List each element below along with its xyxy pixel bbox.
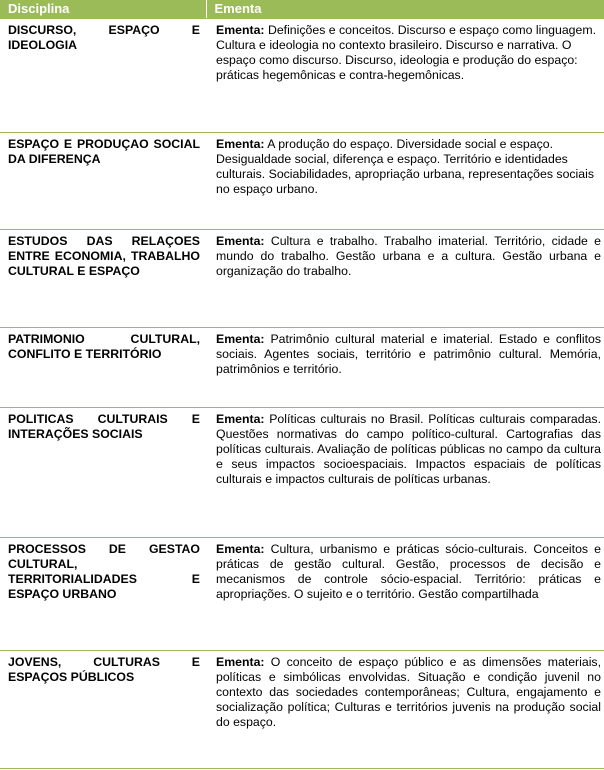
ementa-label: Ementa: [216, 23, 265, 37]
table-row [0, 651, 604, 769]
disciplina-cell: JOVENS, CULTURAS E ESPAÇOS PÚBLICOS [0, 651, 206, 769]
ementa-label: Ementa: [216, 412, 265, 426]
ementa-text: O conceito de espaço público e as dimensões materiais, políticas e simbólicas envolvidas. Situação e condição juvenil no contexto das sociedades contemporâneas; Cultura, engajamento e socialização política; Culturas e territórios juvenis na produção social do espaço. [216, 655, 601, 729]
table-row [0, 133, 604, 230]
disciplina-cell: ESTUDOS DAS RELAÇOES ENTRE ECONOMIA, TRABALHO CULTURAL E ESPAÇO [0, 230, 206, 328]
disciplina-cell: PROCESSOS DE GESTAO CULTURAL, TERRITORIALIDADES E ESPAÇO URBANO [0, 538, 206, 651]
ementa-text: Patrimônio cultural material e imaterial. Estado e conflitos sociais. Agentes sociais, território e patrimônio cultural. Memória, patrimônios e território. [216, 332, 601, 376]
ementa-text: Políticas culturais no Brasil. Políticas culturais comparadas. Questões normativas do campo político-cultural. Cartografias das políticas culturais. Avaliação de políticas públicas no campo da cultura e seus impactos socioespaciais. Impactos espaciais de políticas culturais e impactos culturais de políticas urbanas. [216, 412, 601, 486]
ementa-label: Ementa: [216, 542, 265, 556]
table-row [0, 538, 604, 651]
ementa-label: Ementa: [216, 137, 265, 151]
table-row [0, 230, 604, 328]
header-row [0, 0, 604, 19]
ementa-cell [206, 538, 604, 651]
table-row [0, 328, 604, 408]
ementa-cell [206, 408, 604, 538]
disciplina-cell: POLITICAS CULTURAIS E INTERAÇÕES SOCIAIS [0, 408, 206, 538]
header-ementa: Ementa [206, 0, 604, 19]
ementa-text: A produção do espaço. Diversidade social e espaço. Desigualdade social, diferença e espaço. Território e identidades culturais. Sociabilidades, apropriação urbana, representações sociais no espaço urbano. [216, 137, 595, 196]
ementa-cell [206, 133, 604, 230]
disciplina-cell: ESPAÇO E PRODUÇAO SOCIAL DA DIFERENÇA [0, 133, 206, 230]
ementa-text: Cultura, urbanismo e práticas sócio-culturais. Conceitos e práticas de gestão cultural. Gestão, processos de decisão e mecanismos de controle sócio-espacial. Território: práticas e apropriações. O sujeito e o território. Gestão compartilhada [216, 542, 601, 601]
ementa-cell [206, 230, 604, 328]
ementa-label: Ementa: [216, 234, 265, 248]
ementa-cell [206, 19, 604, 133]
table-row [0, 408, 604, 538]
ementa-cell [206, 651, 604, 769]
header-disciplina: Disciplina [0, 0, 206, 19]
disciplina-cell: PATRIMONIO CULTURAL, CONFLITO E TERRITÓRIO [0, 328, 206, 408]
ementa-label: Ementa: [216, 332, 265, 346]
table-row [0, 19, 604, 133]
ementa-cell [206, 328, 604, 408]
ementa-label: Ementa: [216, 655, 265, 669]
ementa-text: Cultura e trabalho. Trabalho imaterial. Território, cidade e mundo do trabalho. Gestão urbana e a cultura. Gestão urbana e organização do trabalho. [216, 234, 601, 278]
ementa-text: Definições e conceitos. Discurso e espaço como linguagem. Cultura e ideologia no contexto brasileiro. Discurso e narrativa. O espaço como discurso. Discurso, ideologia e produção do espaço: práticas hegemônicas e contra-hegemônicas. [216, 23, 597, 82]
disciplina-cell: DISCURSO, ESPAÇO E IDEOLOGIA [0, 19, 206, 133]
